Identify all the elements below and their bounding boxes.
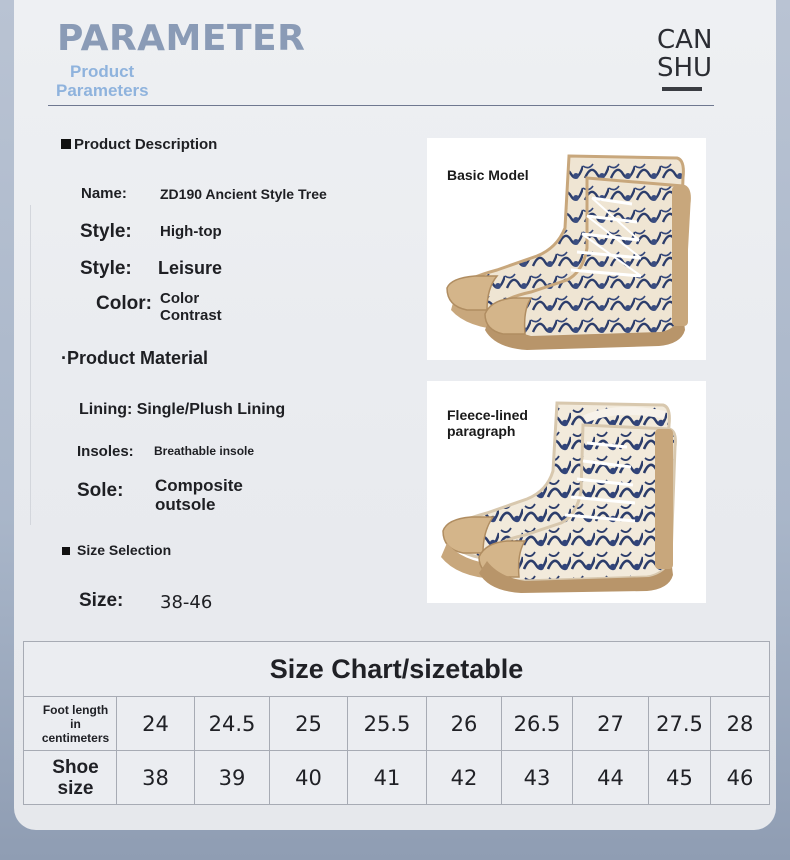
shoe-size-cell: 45 bbox=[649, 751, 711, 805]
product-photo-basic bbox=[427, 138, 706, 360]
brand-logo bbox=[657, 26, 717, 82]
name-value: ZD190 Ancient Style Tree bbox=[160, 186, 327, 202]
sole-value-line2: outsole bbox=[155, 495, 216, 514]
shoe-size-cell: 43 bbox=[502, 751, 573, 805]
shoe-size-cell: 40 bbox=[270, 751, 348, 805]
foot-length-cell: 24 bbox=[117, 697, 195, 751]
page-title: PARAMETER bbox=[57, 18, 306, 59]
page-subtitle-line2: Parameters bbox=[56, 81, 149, 100]
foot-length-cell: 26.5 bbox=[502, 697, 573, 751]
size-value: 38-46 bbox=[160, 592, 213, 613]
foot-length-header-line3: centimeters bbox=[41, 730, 110, 745]
photo-label-fleece bbox=[447, 407, 528, 439]
insoles-label: Insoles: bbox=[77, 443, 134, 460]
foot-length-cell: 26 bbox=[427, 697, 502, 751]
foot-length-cell: 25.5 bbox=[348, 697, 427, 751]
lining-text: Lining: Single/Plush Lining bbox=[79, 401, 286, 418]
shoe-size-cell: 39 bbox=[195, 751, 270, 805]
size-chart-title: Size Chart/sizetable bbox=[24, 642, 770, 697]
sole-label: Sole: bbox=[77, 480, 124, 501]
section-bullet-icon bbox=[61, 139, 71, 149]
brand-underline bbox=[662, 87, 702, 91]
foot-length-cell: 25 bbox=[270, 697, 348, 751]
shoe-size-cell: 44 bbox=[573, 751, 649, 805]
style-label: Style: bbox=[80, 221, 132, 242]
description-heading: Product Description bbox=[74, 136, 218, 153]
shoe-size-cell: 41 bbox=[348, 751, 427, 805]
name-label: Name: bbox=[81, 185, 127, 202]
photo-label-fleece-line1: Fleece-lined bbox=[447, 407, 528, 423]
style-value: High-top bbox=[160, 223, 222, 240]
decorative-line bbox=[30, 205, 31, 525]
shoe-size-cell: 38 bbox=[117, 751, 195, 805]
shoe-size-header-line1: Shoe bbox=[52, 756, 99, 778]
foot-length-header-line2: in bbox=[70, 716, 81, 731]
page-subtitle-line1: Product bbox=[70, 62, 135, 81]
material-heading: ·Product Material bbox=[61, 348, 209, 368]
size-label: Size: bbox=[79, 590, 124, 611]
color-value-line1: Color bbox=[160, 290, 200, 307]
foot-length-cell: 27 bbox=[573, 697, 649, 751]
color-label: Color: bbox=[96, 293, 152, 314]
insoles-value: Breathable insole bbox=[154, 444, 255, 458]
sole-value-line1: Composite bbox=[155, 476, 243, 495]
shoe-size-cell: 46 bbox=[711, 751, 770, 805]
header-divider bbox=[48, 105, 714, 106]
foot-length-cell: 27.5 bbox=[649, 697, 711, 751]
photo-label-fleece-line2: paragraph bbox=[447, 423, 516, 439]
foot-length-cell: 24.5 bbox=[195, 697, 270, 751]
shoe-size-cell: 42 bbox=[427, 751, 502, 805]
shoe-size-header-line2: size bbox=[57, 777, 94, 799]
color-value-line2: Contrast bbox=[160, 307, 222, 324]
foot-length-header-line1: Foot length bbox=[42, 702, 109, 717]
style-value: Leisure bbox=[158, 258, 223, 278]
style-label: Style: bbox=[80, 258, 132, 279]
shoe-size-header bbox=[24, 751, 117, 805]
product-photo-fleece bbox=[427, 381, 706, 603]
foot-length-header bbox=[24, 697, 117, 751]
section-bullet-icon bbox=[62, 547, 70, 555]
brand-logo-line2: SHU bbox=[657, 53, 713, 83]
brand-logo-line1: CAN bbox=[657, 25, 713, 55]
foot-length-cell: 28 bbox=[711, 697, 770, 751]
size-selection-heading: Size Selection bbox=[77, 542, 172, 558]
photo-label-basic: Basic Model bbox=[447, 167, 529, 183]
size-chart-table bbox=[23, 641, 770, 805]
